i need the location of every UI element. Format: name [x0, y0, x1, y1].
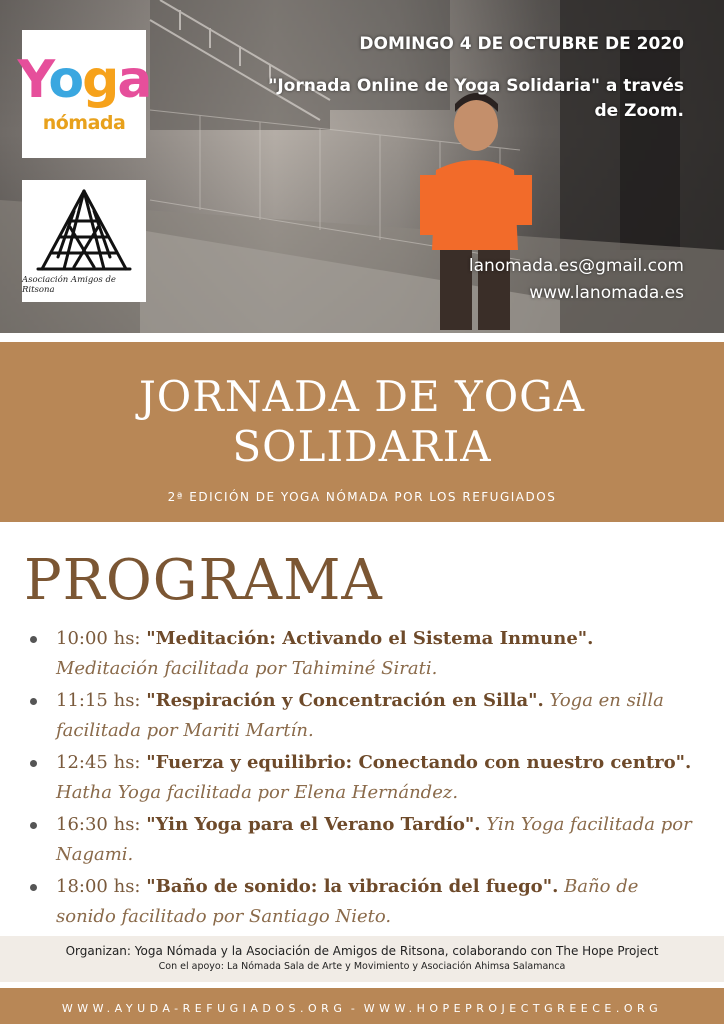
bullet-icon	[30, 698, 37, 705]
program-item	[28, 686, 700, 746]
url-separator: -	[350, 1002, 360, 1015]
title-band	[0, 342, 724, 522]
event-edition: 2ª EDICIÓN DE YOGA NÓMADA POR LOS REFUGIADOS	[167, 490, 557, 504]
yoga-nomada-logo	[17, 30, 151, 158]
program-item	[28, 810, 700, 870]
item-facilitator: Yoga en silla facilitada por Mariti Martín.	[56, 690, 664, 741]
program-item	[28, 872, 700, 932]
item-time: 16:30 hs:	[56, 814, 141, 835]
hero-photo	[0, 0, 724, 333]
url-hopeproject[interactable]: WWW.HOPEPROJECTGREECE.ORG	[363, 1002, 663, 1015]
item-time: 10:00 hs:	[56, 628, 141, 649]
item-facilitator: Meditación facilitada por Tahiminé Sirati.	[56, 658, 438, 679]
bullet-icon	[30, 760, 37, 767]
item-talk: "Baño de sonido: la vibración del fuego".	[146, 876, 559, 897]
event-title: JORNADA DE YOGA SOLIDARIA	[138, 372, 586, 471]
item-talk: "Respiración y Concentración en Silla".	[146, 690, 544, 711]
bullet-icon	[30, 636, 37, 643]
program-item	[28, 748, 700, 808]
bullet-icon	[30, 822, 37, 829]
url-bar	[0, 988, 724, 1024]
contact-website[interactable]: www.lanomada.es	[529, 283, 684, 303]
url-ayuda-refugiados[interactable]: WWW.AYUDA-REFUGIADOS.ORG	[61, 1002, 347, 1015]
event-description: "Jornada Online de Yoga Solidaria" a través de Zoom.	[268, 76, 684, 121]
ritsona-caption: Asociación Amigos de Ritsona	[22, 275, 116, 295]
item-facilitator: Hatha Yoga facilitada por Elena Hernández.	[56, 782, 459, 803]
item-time: 18:00 hs:	[56, 876, 141, 897]
item-facilitator: Baño de sonido facilitado por Santiago Nieto.	[56, 876, 639, 927]
item-time: 11:15 hs:	[56, 690, 141, 711]
organizers-panel	[0, 936, 724, 982]
programa-heading: PROGRAMA	[24, 548, 383, 613]
item-time: 12:45 hs:	[56, 752, 141, 773]
item-talk: "Yin Yoga para el Verano Tardío".	[146, 814, 481, 835]
event-date: DOMINGO 4 DE OCTUBRE DE 2020	[359, 34, 684, 54]
item-talk: "Fuerza y equilibrio: Conectando con nuestro centro".	[146, 752, 692, 773]
ritsona-logo	[22, 180, 146, 302]
program-list	[28, 624, 700, 934]
item-facilitator: Yin Yoga facilitada por Nagami.	[56, 814, 692, 865]
ritsona-net-icon	[34, 187, 134, 273]
support-text: Con el apoyo: La Nómada Sala de Arte y Movimiento y Asociación Ahimsa Salamanca	[158, 961, 566, 972]
yoga-logo-word: Yoga	[17, 50, 151, 110]
bullet-icon	[30, 884, 37, 891]
yoga-logo-subtitle: nómada	[42, 112, 126, 134]
program-item	[28, 624, 700, 684]
organizers-text: Organizan: Yoga Nómada y la Asociación de Amigos de Ritsona, colaborando con The Hope Project	[65, 944, 659, 958]
item-talk: "Meditación: Activando el Sistema Inmune".	[146, 628, 594, 649]
contact-email[interactable]: lanomada.es@gmail.com	[468, 256, 684, 276]
